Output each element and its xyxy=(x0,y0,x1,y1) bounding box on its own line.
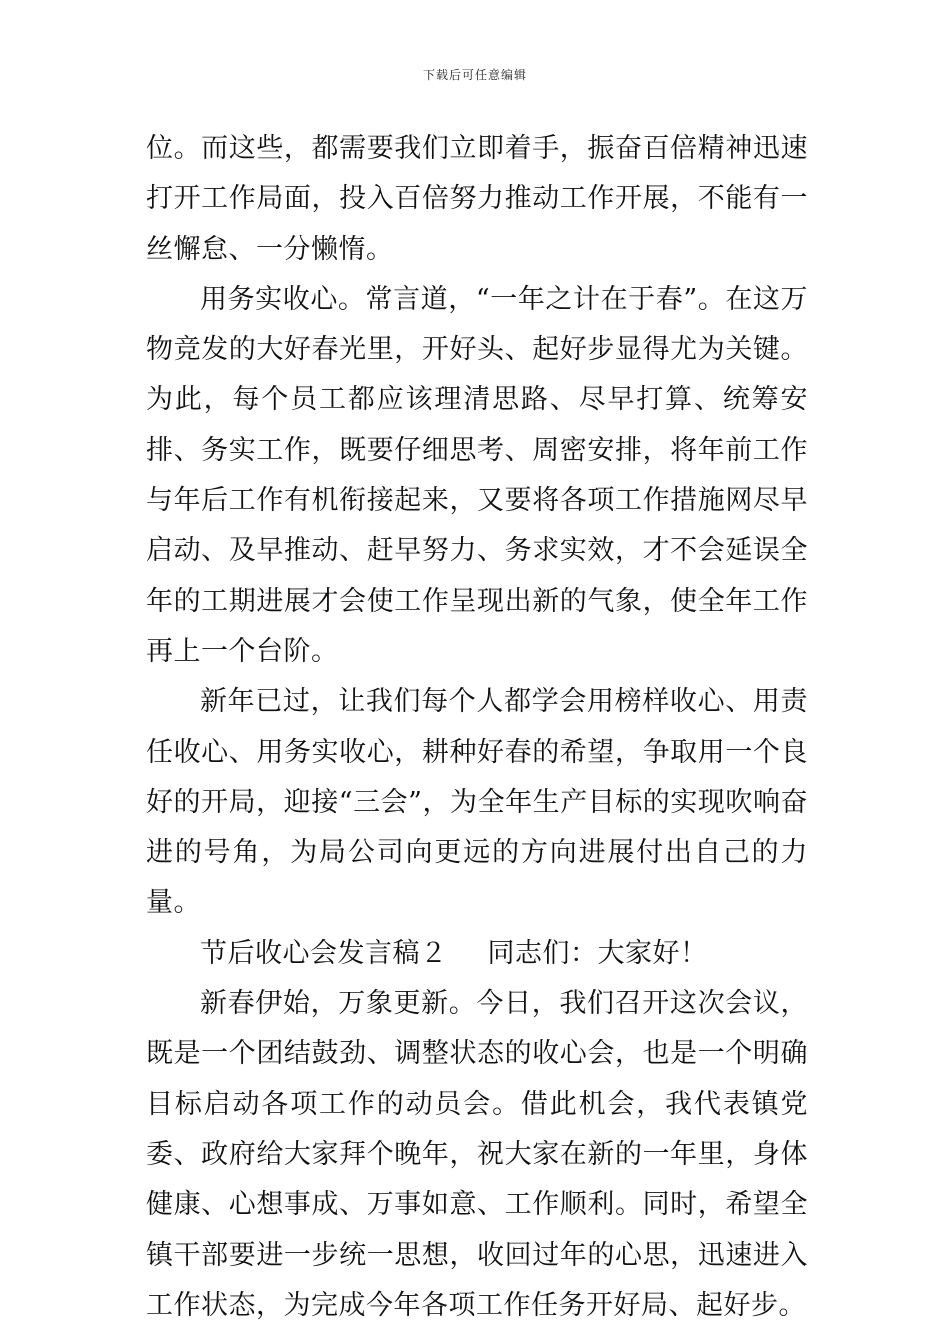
speech-title: 节后收心会发言稿２ xyxy=(200,937,448,969)
speech-subheading xyxy=(146,929,808,979)
paragraph-continuation: 位。而这些，都需要我们立即着手，振奋百倍精神迅速打开工作局面，投入百倍努力推动工作开展，不能有一丝懈怠、一分懒惰。 xyxy=(146,133,808,265)
paragraph-opening: 新春伊始，万象更新。今日，我们召开这次会议，既是一个团结鼓劲、调整状态的收心会，也是一个明确目标启动各项工作的动员会。借此机会，我代表镇党委、政府给大家拜个晚年，祝大家在新的一年里，身体健康、心想事成、万事如意、工作顺利。同时，希望全镇干部要进一步统一思想，收回过年的心思，迅速进入工作状态，为完成今年各项工作任务开好局、起好步。 xyxy=(146,988,808,1321)
paragraph-practical: 用务实收心。常言道，“一年之计在于春”。在这万物竞发的大好春光里，开好头、起好步显得尤为关键。为此，每个员工都应该理清思路、尽早打算、统筹安排、务实工作，既要仔细思考、周密安排，将年前工作与年后工作有机衔接起来，又要将各项工作措施网尽早启动、及早推动、赶早努力、务求实效，才不会延误全年的工期进展才会使工作呈现出新的气象，使全年工作再上一个台阶。 xyxy=(146,283,808,667)
paragraph-new-year: 新年已过，让我们每个人都学会用榜样收心、用责任收心、用务实收心，耕种好春的希望，争取用一个良好的开局，迎接“三会”，为全年生产目标的实现吹响奋进的号角，为局公司向更远的方向进展付出自己的力量。 xyxy=(146,686,808,919)
speech-greeting: 同志们：大家好！ xyxy=(487,937,708,969)
document-body xyxy=(146,124,808,1331)
page-header-note: 下载后可任意编辑 xyxy=(422,68,527,82)
